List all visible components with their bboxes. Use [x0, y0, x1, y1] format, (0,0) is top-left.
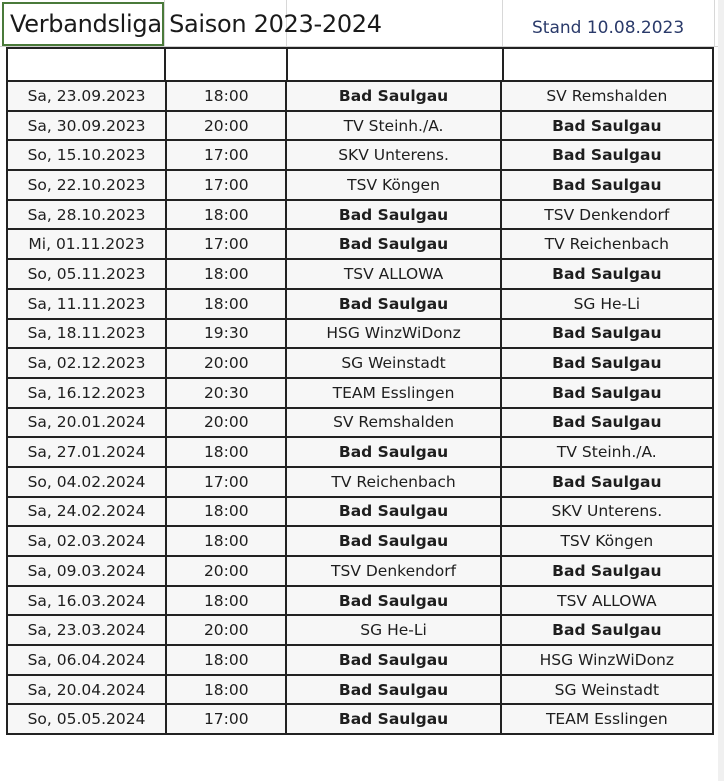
home-team-cell[interactable]: Bad Saulgau — [286, 645, 500, 675]
away-team-cell[interactable]: HSG WinzWiDonz — [501, 645, 713, 675]
home-team-cell[interactable]: Bad Saulgau — [286, 526, 500, 556]
home-team-cell[interactable]: Bad Saulgau — [286, 675, 500, 705]
date-cell[interactable]: Sa, 27.01.2024 — [7, 437, 166, 467]
home-team-cell[interactable]: SG He-Li — [286, 615, 500, 645]
home-team-cell[interactable]: Bad Saulgau — [286, 229, 500, 259]
time-cell[interactable]: 17:00 — [166, 229, 286, 259]
time-cell[interactable]: 17:00 — [166, 704, 286, 734]
away-team-cell[interactable]: Bad Saulgau — [501, 378, 713, 408]
date-cell[interactable]: So, 05.11.2023 — [7, 259, 166, 289]
blank-cell[interactable] — [166, 49, 288, 80]
time-cell[interactable]: 18:00 — [166, 645, 286, 675]
column-gridline — [714, 0, 715, 46]
time-cell[interactable]: 18:00 — [166, 200, 286, 230]
table-row — [7, 319, 713, 349]
stand-date: Stand 10.08.2023 — [532, 18, 685, 38]
date-cell[interactable]: Sa, 16.12.2023 — [7, 378, 166, 408]
home-team-cell[interactable]: TV Reichenbach — [286, 467, 500, 497]
date-cell[interactable]: Sa, 09.03.2024 — [7, 556, 166, 586]
away-team-cell[interactable]: Bad Saulgau — [501, 140, 713, 170]
date-cell[interactable]: Sa, 02.03.2024 — [7, 526, 166, 556]
away-team-cell[interactable]: Bad Saulgau — [501, 467, 713, 497]
date-cell[interactable]: Mi, 01.11.2023 — [7, 229, 166, 259]
date-cell[interactable]: Sa, 18.11.2023 — [7, 319, 166, 349]
date-cell[interactable]: Sa, 02.12.2023 — [7, 348, 166, 378]
blank-cell[interactable] — [288, 49, 504, 80]
home-team-cell[interactable]: TSV Köngen — [286, 170, 500, 200]
away-team-cell[interactable]: Bad Saulgau — [501, 408, 713, 438]
blank-header-row — [6, 47, 714, 80]
away-team-cell[interactable]: Bad Saulgau — [501, 259, 713, 289]
time-cell[interactable]: 20:00 — [166, 556, 286, 586]
away-team-cell[interactable]: SG He-Li — [501, 289, 713, 319]
date-cell[interactable]: Sa, 20.01.2024 — [7, 408, 166, 438]
table-row — [7, 111, 713, 141]
table-row — [7, 348, 713, 378]
date-cell[interactable]: Sa, 28.10.2023 — [7, 200, 166, 230]
table-row — [7, 259, 713, 289]
home-team-cell[interactable]: SG Weinstadt — [286, 348, 500, 378]
table-row — [7, 289, 713, 319]
away-team-cell[interactable]: SV Remshalden — [501, 81, 713, 111]
table-row — [7, 615, 713, 645]
table-row — [7, 81, 713, 111]
away-team-cell[interactable]: TEAM Esslingen — [501, 704, 713, 734]
table-row — [7, 675, 713, 705]
home-team-cell[interactable]: Bad Saulgau — [286, 437, 500, 467]
time-cell[interactable]: 20:30 — [166, 378, 286, 408]
date-cell[interactable]: So, 15.10.2023 — [7, 140, 166, 170]
table-row — [7, 378, 713, 408]
column-gridline — [502, 0, 503, 46]
table-row — [7, 170, 713, 200]
time-cell[interactable]: 19:30 — [166, 319, 286, 349]
date-cell[interactable]: Sa, 23.09.2023 — [7, 81, 166, 111]
blank-cell[interactable] — [8, 49, 166, 80]
table-row — [7, 526, 713, 556]
time-cell[interactable]: 17:00 — [166, 170, 286, 200]
away-team-cell[interactable]: SG Weinstadt — [501, 675, 713, 705]
home-team-cell[interactable]: HSG WinzWiDonz — [286, 319, 500, 349]
home-team-cell[interactable]: Bad Saulgau — [286, 289, 500, 319]
time-cell[interactable]: 18:00 — [166, 526, 286, 556]
away-team-cell[interactable]: TV Reichenbach — [501, 229, 713, 259]
time-cell[interactable]: 20:00 — [166, 111, 286, 141]
home-team-cell[interactable]: Bad Saulgau — [286, 81, 500, 111]
title-row — [0, 0, 724, 46]
date-cell[interactable]: Sa, 30.09.2023 — [7, 111, 166, 141]
home-team-cell[interactable]: Bad Saulgau — [286, 200, 500, 230]
time-cell[interactable]: 17:00 — [166, 467, 286, 497]
date-cell[interactable]: Sa, 20.04.2024 — [7, 675, 166, 705]
away-team-cell[interactable]: Bad Saulgau — [501, 111, 713, 141]
table-row — [7, 497, 713, 527]
away-team-cell[interactable]: TSV Denkendorf — [501, 200, 713, 230]
home-team-cell[interactable]: TSV ALLOWA — [286, 259, 500, 289]
table-row — [7, 437, 713, 467]
table-row — [7, 140, 713, 170]
time-cell[interactable]: 20:00 — [166, 348, 286, 378]
home-team-cell[interactable]: Bad Saulgau — [286, 704, 500, 734]
home-team-cell[interactable]: SKV Unterens. — [286, 140, 500, 170]
table-row — [7, 586, 713, 616]
home-team-cell[interactable]: SV Remshalden — [286, 408, 500, 438]
time-cell[interactable]: 18:00 — [166, 497, 286, 527]
table-row — [7, 556, 713, 586]
time-cell[interactable]: 17:00 — [166, 140, 286, 170]
away-team-cell[interactable]: TSV Köngen — [501, 526, 713, 556]
time-cell[interactable]: 18:00 — [166, 437, 286, 467]
table-row — [7, 704, 713, 734]
home-team-cell[interactable]: TSV Denkendorf — [286, 556, 500, 586]
away-team-cell[interactable]: Bad Saulgau — [501, 615, 713, 645]
date-cell[interactable]: So, 04.02.2024 — [7, 467, 166, 497]
away-team-cell[interactable]: TV Steinh./A. — [501, 437, 713, 467]
time-cell[interactable]: 18:00 — [166, 81, 286, 111]
time-cell[interactable]: 20:00 — [166, 615, 286, 645]
fixtures-body — [7, 81, 713, 734]
away-team-cell[interactable]: Bad Saulgau — [501, 319, 713, 349]
table-row — [7, 200, 713, 230]
date-cell[interactable]: Sa, 06.04.2024 — [7, 645, 166, 675]
home-team-cell[interactable]: Bad Saulgau — [286, 586, 500, 616]
date-cell[interactable]: So, 22.10.2023 — [7, 170, 166, 200]
fixtures-table — [6, 80, 714, 735]
away-team-cell[interactable]: TSV ALLOWA — [501, 586, 713, 616]
sheet-edge — [718, 0, 724, 781]
date-cell[interactable]: Sa, 24.02.2024 — [7, 497, 166, 527]
date-cell[interactable]: Sa, 23.03.2024 — [7, 615, 166, 645]
away-team-cell[interactable]: Bad Saulgau — [501, 170, 713, 200]
date-cell[interactable]: So, 05.05.2024 — [7, 704, 166, 734]
away-team-cell[interactable]: Bad Saulgau — [501, 556, 713, 586]
table-row — [7, 467, 713, 497]
home-team-cell[interactable]: TEAM Esslingen — [286, 378, 500, 408]
table-row — [7, 408, 713, 438]
home-team-cell[interactable]: Bad Saulgau — [286, 497, 500, 527]
home-team-cell[interactable]: TV Steinh./A. — [286, 111, 500, 141]
date-cell[interactable]: Sa, 16.03.2024 — [7, 586, 166, 616]
table-row — [7, 645, 713, 675]
time-cell[interactable]: 18:00 — [166, 259, 286, 289]
time-cell[interactable]: 20:00 — [166, 408, 286, 438]
away-team-cell[interactable]: SKV Unterens. — [501, 497, 713, 527]
time-cell[interactable]: 18:00 — [166, 586, 286, 616]
date-cell[interactable]: Sa, 11.11.2023 — [7, 289, 166, 319]
sheet-title: Verbandsliga Saison 2023-2024 — [10, 10, 382, 38]
time-cell[interactable]: 18:00 — [166, 675, 286, 705]
time-cell[interactable]: 18:00 — [166, 289, 286, 319]
away-team-cell[interactable]: Bad Saulgau — [501, 348, 713, 378]
table-row — [7, 229, 713, 259]
